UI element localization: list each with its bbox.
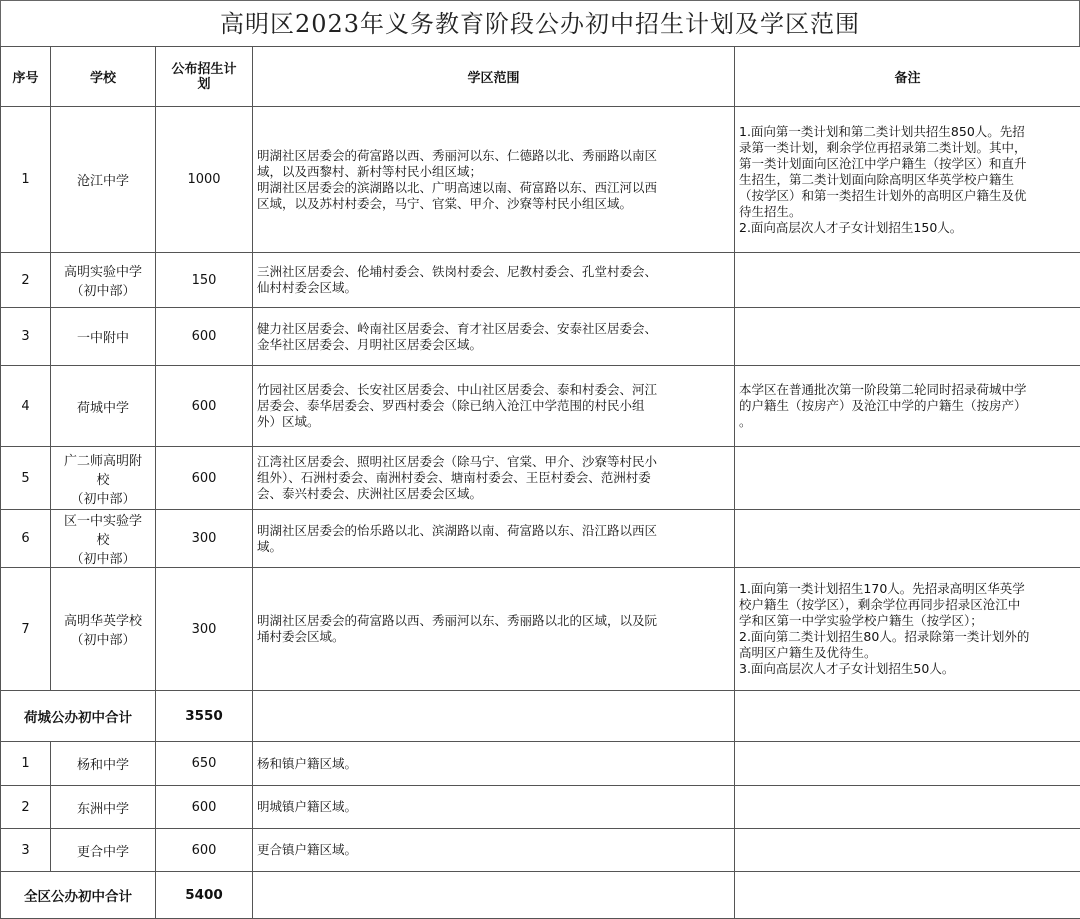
school-name: 广二师高明附 校 （初中部） — [51, 447, 156, 510]
total-label: 全区公办初中合计 — [1, 872, 156, 919]
school-name: 区一中实验学 校 （初中部） — [51, 510, 156, 568]
district-scope: 明湖社区居委会的荷富路以西、秀丽河以东、秀丽路以北的区域，以及阮 埇村委会区域。 — [253, 568, 735, 691]
table-row — [1, 829, 1080, 872]
subtotal-value: 3550 — [156, 691, 253, 742]
total-value: 5400 — [156, 872, 253, 919]
row-number: 5 — [1, 447, 51, 510]
table-row — [1, 366, 1080, 447]
row-number: 1 — [1, 107, 51, 253]
district-scope: 明城镇户籍区域。 — [253, 786, 735, 829]
table-row — [1, 107, 1080, 253]
row-number: 6 — [1, 510, 51, 568]
header-district: 学区范围 — [253, 47, 735, 107]
school-name: 东洲中学 — [51, 786, 156, 829]
total-empty-district — [253, 872, 735, 919]
header-no: 序号 — [1, 47, 51, 107]
remark: 1.面向第一类计划和第二类计划共招生850人。先招 录第一类计划，剩余学位再招录第二类计划。其中， 第一类计划面向区沧江中学户籍生（按学区）和直升 生招生，第二类计划面向除高明区华英学校户籍生 （按学区）和第一类招生计划外的高明区户籍生及优 待生招生。 2.面向高层次人才子女计划招生150人。 — [735, 107, 1080, 253]
enrollment-plan: 600 — [156, 829, 253, 872]
table-row — [1, 308, 1080, 366]
district-scope: 健力社区居委会、岭南社区居委会、育才社区居委会、安泰社区居委会、 金华社区居委会、月明社区居委会区域。 — [253, 308, 735, 366]
enrollment-plan: 1000 — [156, 107, 253, 253]
subtotal-label: 荷城公办初中合计 — [1, 691, 156, 742]
total-row — [1, 872, 1080, 919]
school-name: 高明华英学校 （初中部） — [51, 568, 156, 691]
subtotal-row — [1, 691, 1080, 742]
total-empty-remark — [735, 872, 1080, 919]
table-row — [1, 447, 1080, 510]
remark — [735, 253, 1080, 308]
district-scope: 更合镇户籍区域。 — [253, 829, 735, 872]
district-scope: 明湖社区居委会的怡乐路以北、滨湖路以南、荷富路以东、沿江路以西区 域。 — [253, 510, 735, 568]
row-number: 2 — [1, 253, 51, 308]
subtotal-empty-district — [253, 691, 735, 742]
school-name: 高明实验中学 （初中部） — [51, 253, 156, 308]
row-number: 3 — [1, 308, 51, 366]
enrollment-plan: 650 — [156, 742, 253, 786]
enrollment-plan: 600 — [156, 447, 253, 510]
row-number: 3 — [1, 829, 51, 872]
remark — [735, 510, 1080, 568]
table-row — [1, 253, 1080, 308]
remark: 本学区在普通批次第一阶段第二轮同时招录荷城中学 的户籍生（按房产）及沧江中学的户籍生（按房产） 。 — [735, 366, 1080, 447]
school-name: 杨和中学 — [51, 742, 156, 786]
header-row — [1, 47, 1080, 107]
header-plan: 公布招生计 划 — [156, 47, 253, 107]
remark — [735, 786, 1080, 829]
row-number: 4 — [1, 366, 51, 447]
enrollment-plan: 150 — [156, 253, 253, 308]
remark — [735, 742, 1080, 786]
table-row — [1, 510, 1080, 568]
enrollment-plan: 300 — [156, 568, 253, 691]
school-name: 荷城中学 — [51, 366, 156, 447]
district-scope: 三洲社区居委会、伦埔村委会、铁岗村委会、尼教村委会、孔堂村委会、 仙村村委会区域。 — [253, 253, 735, 308]
row-number: 2 — [1, 786, 51, 829]
table-row — [1, 742, 1080, 786]
district-scope: 江湾社区居委会、照明社区居委会（除马宁、官棠、甲介、沙寮等村民小 组外）、石洲村委会、南洲村委会、塘南村委会、王臣村委会、范洲村委 会、泰兴村委会、庆洲社区居委会区域。 — [253, 447, 735, 510]
school-name: 沧江中学 — [51, 107, 156, 253]
document-title: 高明区2023年义务教育阶段公办初中招生计划及学区范围 — [0, 0, 1080, 46]
table-row — [1, 786, 1080, 829]
remark — [735, 447, 1080, 510]
header-remark: 备注 — [735, 47, 1080, 107]
table-row — [1, 568, 1080, 691]
enrollment-plan: 600 — [156, 308, 253, 366]
remark — [735, 308, 1080, 366]
row-number: 7 — [1, 568, 51, 691]
remark — [735, 829, 1080, 872]
school-name: 更合中学 — [51, 829, 156, 872]
district-scope: 杨和镇户籍区域。 — [253, 742, 735, 786]
header-school: 学校 — [51, 47, 156, 107]
row-number: 1 — [1, 742, 51, 786]
enrollment-plan: 300 — [156, 510, 253, 568]
enrollment-plan: 600 — [156, 786, 253, 829]
district-scope: 竹园社区居委会、长安社区居委会、中山社区居委会、泰和村委会、河江 居委会、泰华居委会、罗西村委会（除已纳入沧江中学范围的村民小组 外）区域。 — [253, 366, 735, 447]
subtotal-empty-remark — [735, 691, 1080, 742]
school-name: 一中附中 — [51, 308, 156, 366]
remark: 1.面向第一类计划招生170人。先招录高明区华英学 校户籍生（按学区），剩余学位再同步招录区沧江中 学和区第一中学实验学校户籍生（按学区）； 2.面向第二类计划招生80人。招录除第一类计划外的 高明区户籍生及优待生。 3.面向高层次人才子女计划招生50人。 — [735, 568, 1080, 691]
district-scope: 明湖社区居委会的荷富路以西、秀丽河以东、仁德路以北、秀丽路以南区 域，以及西黎村、新村等村民小组区域； 明湖社区居委会的滨湖路以北、广明高速以南、荷富路以东、西江河以西 区域，以及苏村村委会，马宁、官棠、甲介、沙寮等村民小组区域。 — [253, 107, 735, 253]
enrollment-table — [0, 46, 1080, 919]
enrollment-plan: 600 — [156, 366, 253, 447]
